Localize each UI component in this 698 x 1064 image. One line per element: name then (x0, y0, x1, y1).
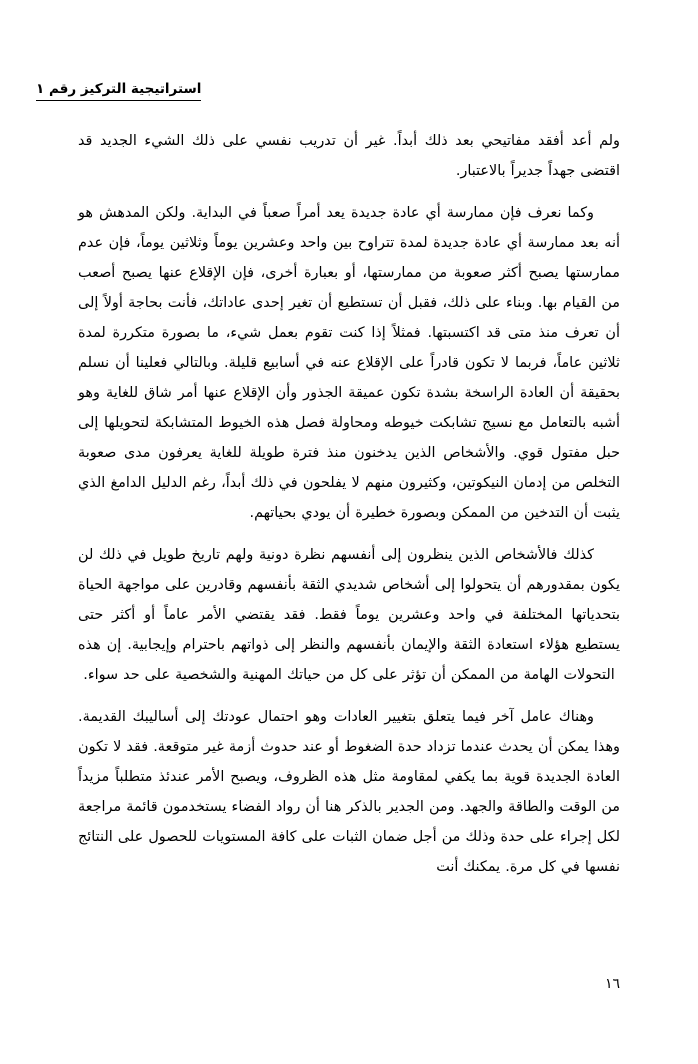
paragraph-4: وهناك عامل آخر فيما يتعلق بتغيير العادات وهو احتمال عودتك إلى أساليبك القديمة. وهذا يمكن أن يحدث عندما تزداد حدة الضغوط أو عند حدوث أزمة غير متوقعة. فقد لا تكون العادة الجديدة قوية بما يكفي لمقاومة مثل هذه الظروف، ويصبح الأمر عندئذ متطلباً مزيداً من الوقت والطاقة والجهد. ومن الجدير بالذكر هنا أن رواد الفضاء يستخدمون قائمة مراجعة لكل إجراء على حدة وذلك من أجل ضمان الثبات على كافة المستويات للحصول على النتائج نفسها في كل مرة. يمكنك أنت (78, 709, 620, 875)
paragraph-3: كذلك فالأشخاص الذين ينظرون إلى أنفسهم نظرة دونية ولهم تاريخ طويل في ذلك لن يكون بمقدورهم أن يتحولوا إلى أشخاص شديدي الثقة بأنفسهم وقادرين على مواجهة الحياة بتحدياتها المختلفة في واحد وعشرين يوماً فقط. فقد يقتضي الأمر عاماً أو أكثر حتى يستطيع هؤلاء استعادة الثقة والإيمان بأنفسهم والنظر إلى ذواتهم باحترام وإيجابية. إن هذه التحولات الهامة من الممكن أن تؤثر على كل من حياتك المهنية والشخصية على حد سواء. (78, 547, 620, 683)
running-head-title: استراتيجية التركيز رقم ١ (36, 81, 201, 101)
page-number: ١٦ (604, 976, 620, 992)
paragraph-2: وكما نعرف فإن ممارسة أي عادة جديدة يعد أمراً صعباً في البداية. ولكن المدهش هو أنه بعد ممارسة أي عادة جديدة لمدة تتراوح بين واحد وعشرين يوماً وثلاثين يوماً، فإن عدم ممارستها يصبح أكثر صعوبة من ممارستها، أو بعبارة أخرى، فإن الإقلاع عنها يصبح أصعب من القيام بها. وبناء على ذلك، فقبل أن تستطيع أن تغير إحدى عاداتك، فأنت بحاجة أولاً إلى أن تعرف منذ متى قد اكتسبتها. فمثلاً إذا كنت تقوم بعمل شيء، ما بصورة متكررة لمدة ثلاثين عاماً، فربما لا تكون قادراً على الإقلاع عنه في أسابيع قليلة. وبالتالي فعلينا أن نسلم بحقيقة أن العادة الراسخة بشدة تكون عميقة الجذور وأن الإقلاع عنها أمر شاق للغاية وهو أشبه بالتعامل مع نسيج تشابكت خيوطه ومحاولة فصل هذه الخيوط المتشابكة لتحويلها إلى حبل مفتول قوي. والأشخاص الذين يدخنون منذ فترة طويلة للغاية يعرفون مدى صعوبة التخلص من إدمان النيكوتين، وكثيرون منهم لا يفلحون في ذلك أبداً، رغم الدليل الدامغ الذي يثبت أن التدخين من الممكن وبصورة خطيرة أن يودي بحياتهم. (78, 205, 620, 521)
body-text-block (78, 126, 620, 882)
running-head (36, 78, 646, 101)
paragraph-1: ولم أعد أفقد مفاتيحي بعد ذلك أبداً. غير أن تدريب نفسي على ذلك الشيء الجديد قد اقتضى جهداً جديراً بالاعتبار. (78, 133, 620, 179)
